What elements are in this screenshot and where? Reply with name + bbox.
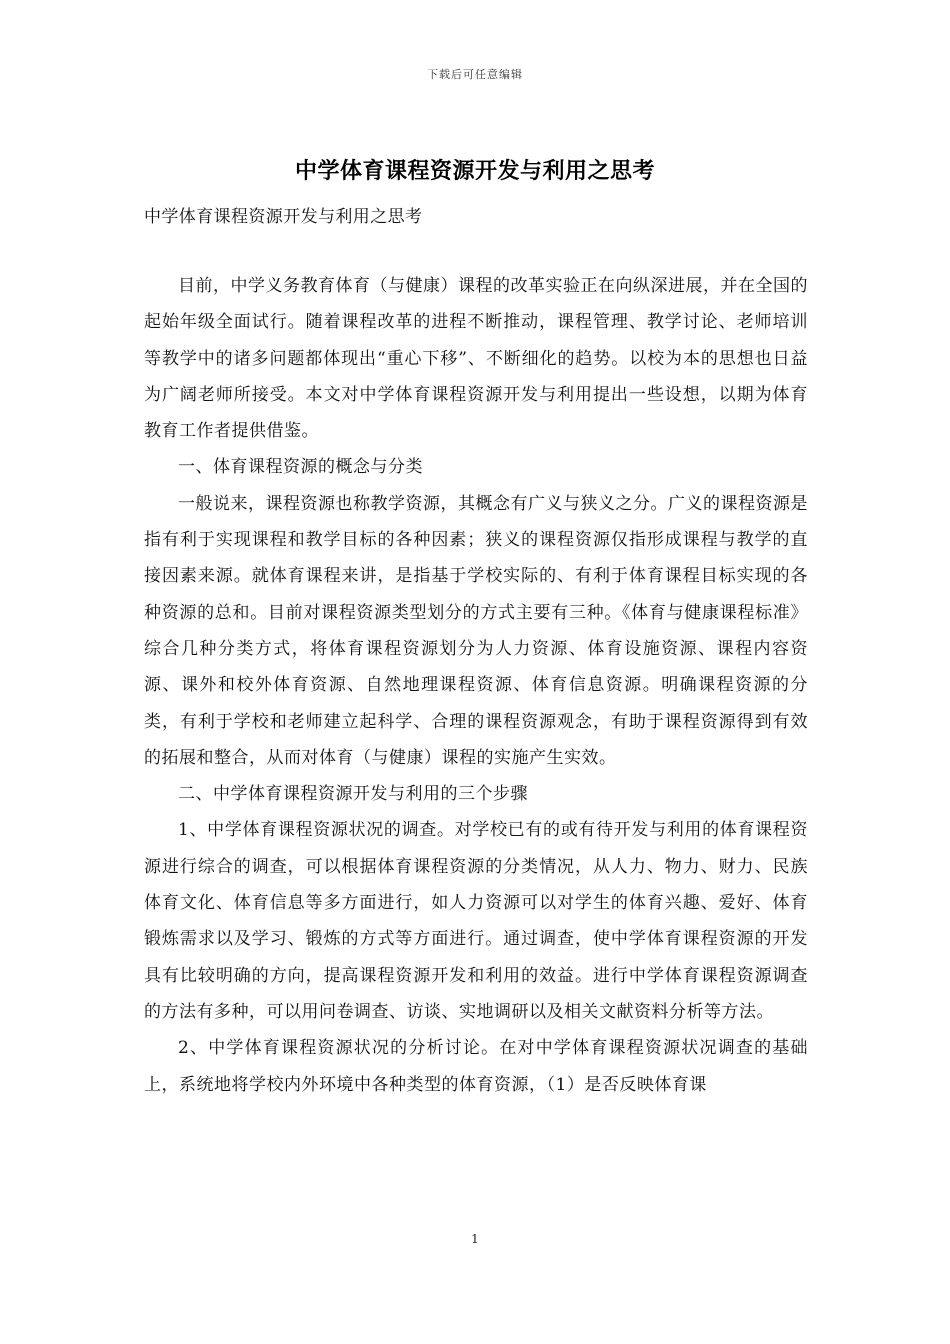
paragraph-step-1: 1、中学体育课程资源状况的调查。对学校已有的或有待开发与利用的体育课程资源进行综合的调查，可以根据体育课程资源的分类情况，从人力、物力、财力、民族体育文化、体育信息等多方面进行，如人力资源可以对学生的体育兴趣、爱好、体育锻炼需求以及学习、锻炼的方式等方面进行。通过调查，使中学体育课程资源的开发具有比较明确的方向，提高课程资源开发和利用的效益。进行中学体育课程资源调查的方法有多种，可以用问卷调查、访谈、实地调研以及相关文献资料分析等方法。 — [144, 820, 808, 1022]
paragraph-concept: 一般说来，课程资源也称教学资源，其概念有广义与狭义之分。广义的课程资源是指有利于实现课程和教学目标的各种因素；狭义的课程资源仅指形成课程与教学的直接因素来源。就体育课程来讲，是指基于学校实际的、有利于体育课程目标实现的各种资源的总和。目前对课程资源类型划分的方式主要有三种。《体育与健康课程标准》综合几种分类方式，将体育课程资源划分为人力资源、体育设施资源、课程内容资源、课外和校外体育资源、自然地理课程资源、体育信息资源。明确课程资源的分类，有利于学校和老师建立起科学、合理的课程资源观念，有助于课程资源得到有效的拓展和整合，从而对体育（与健康）课程的实施产生实效。 — [144, 493, 808, 768]
document-body — [144, 268, 808, 1103]
paragraph-step-2: 2、中学体育课程资源状况的分析讨论。在对中学体育课程资源状况调查的基础上，系统地将学校内外环境中各种类型的体育资源，（1）是否反映体育课 — [144, 1038, 808, 1095]
section-heading-2: 二、中学体育课程资源开发与利用的三个步骤 — [178, 784, 528, 805]
page-number: 1 — [471, 1232, 479, 1246]
paragraph-intro: 目前，中学义务教育体育（与健康）课程的改革实验正在向纵深进展，并在全国的起始年级全面试行。随着课程改革的进程不断推动，课程管理、教学讨论、老师培训等教学中的诸多问题都体现出“重心下移”、不断细化的趋势。以校为本的思想也日益为广阔老师所接受。本文对中学体育课程资源开发与利用提出一些设想，以期为体育教育工作者提供借鉴。 — [144, 276, 808, 442]
section-heading-1: 一、体育课程资源的概念与分类 — [178, 457, 423, 478]
header-note: 下载后可任意编辑 — [427, 68, 523, 81]
document-title: 中学体育课程资源开发与利用之思考 — [294, 158, 655, 184]
document-subtitle: 中学体育课程资源开发与利用之思考 — [144, 207, 423, 227]
